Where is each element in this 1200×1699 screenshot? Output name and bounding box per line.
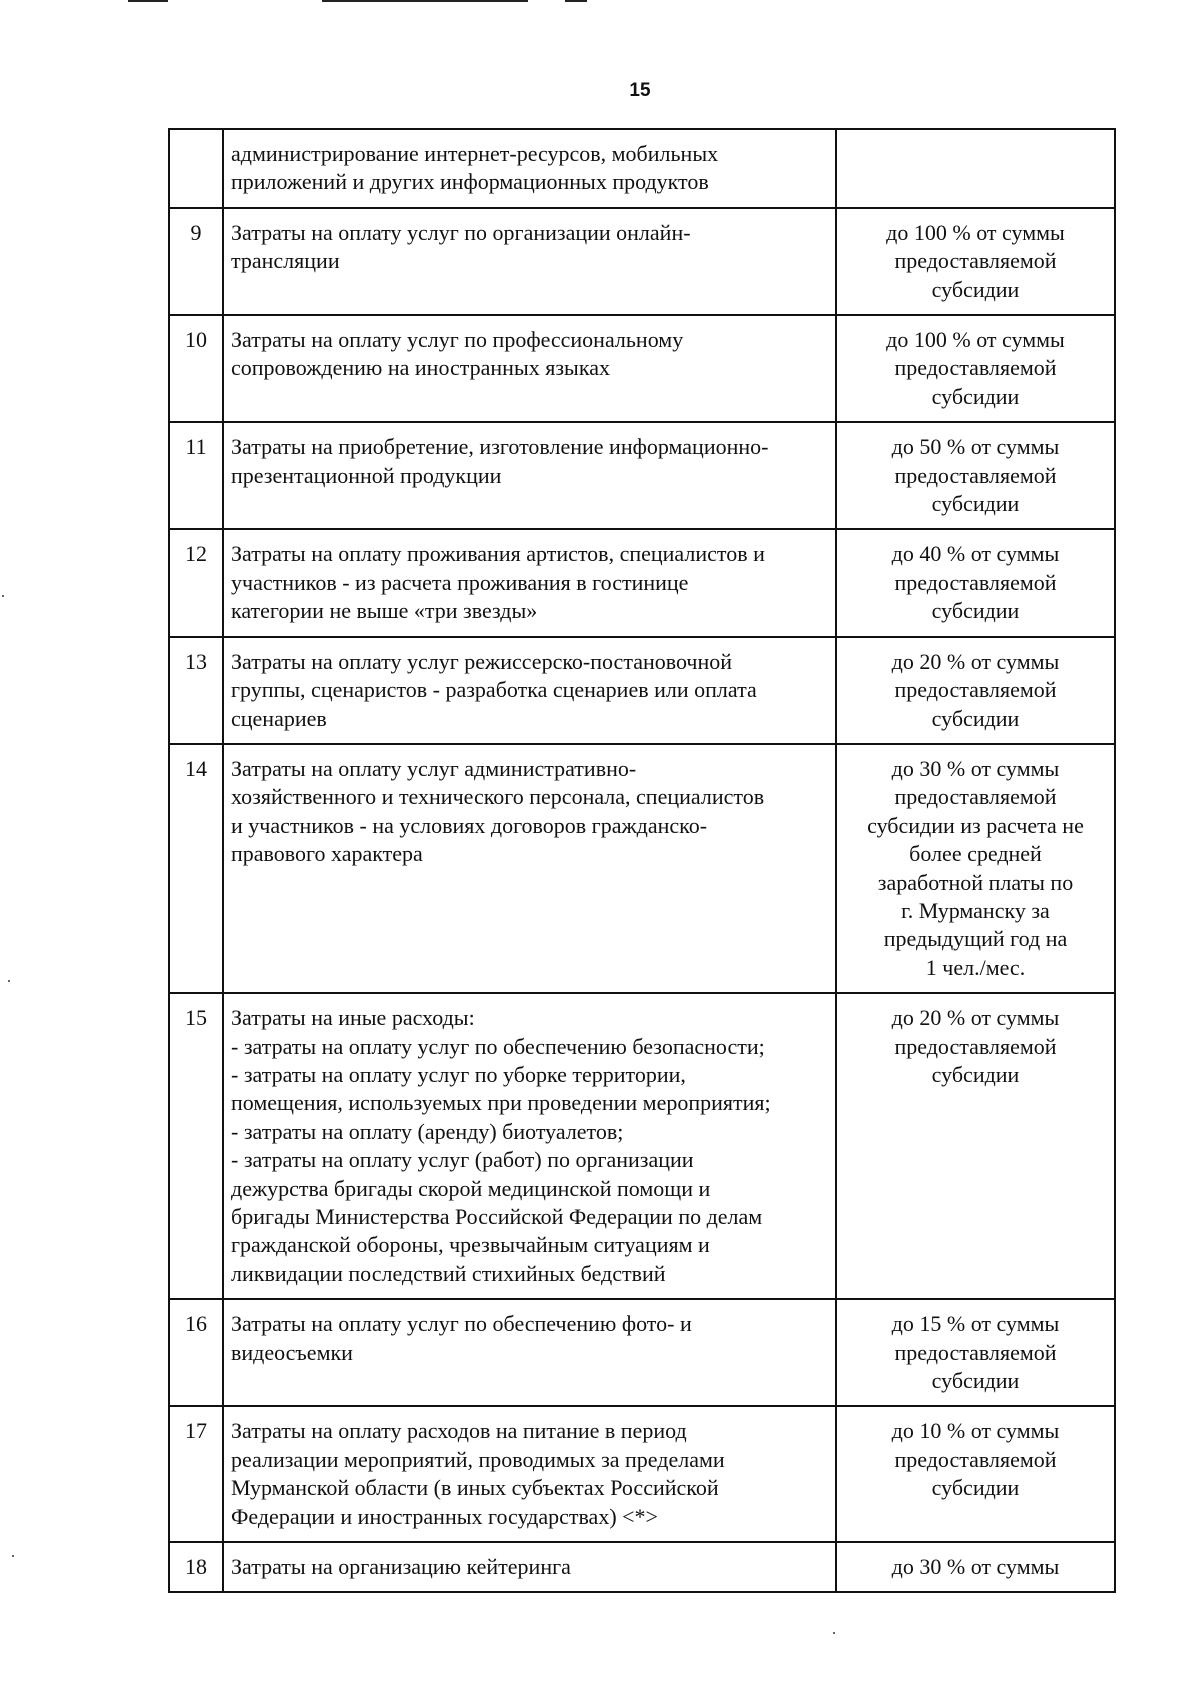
expense-description: Затраты на оплату услуг по обеспечению фото- и видеосъемки — [223, 1299, 836, 1406]
row-number: 15 — [169, 993, 223, 1299]
scan-mark — [128, 0, 168, 2]
table-row — [169, 208, 1115, 315]
table-row — [169, 1299, 1115, 1406]
subsidy-share: до 100 % от суммы предоставляемой субсидии — [836, 208, 1115, 315]
expense-description: Затраты на иные расходы: - затраты на оплату услуг по обеспечению безопасности; - затраты на оплату услуг по уборке территории, помещения, используемых при проведении мероприятия; - затраты на оплату (аренду) биотуалетов; - затраты на оплату услуг (работ) по организации дежурства бригады скорой медицинской помощи и бригады Министерства Российской Федерации по делам гражданской обороны, чрезвычайным ситуациям и ликвидации последствий стихийных бедствий — [223, 993, 836, 1299]
subsidy-share: до 20 % от суммы предоставляемой субсидии — [836, 993, 1115, 1299]
expense-table — [168, 128, 1116, 1593]
table-row — [169, 637, 1115, 744]
subsidy-share: до 30 % от суммы предоставляемой субсидии из расчета не более средней заработной платы по г. Мурманску за предыдущий год на 1 чел./мес. — [836, 744, 1115, 993]
expense-description: Затраты на оплату услуг по организации онлайн- трансляции — [223, 208, 836, 315]
page-number: 15 — [629, 80, 651, 101]
scan-speck — [2, 595, 4, 597]
expense-description: Затраты на оплату услуг административно- хозяйственного и технического персонала, специалистов и участников - на условиях договоров гражданско- правового характера — [223, 744, 836, 993]
scan-mark — [322, 0, 528, 2]
subsidy-share — [836, 129, 1115, 208]
expense-description: Затраты на оплату услуг режиссерско-постановочной группы, сценаристов - разработка сценариев или оплата сценариев — [223, 637, 836, 744]
scan-speck — [833, 1632, 835, 1634]
row-number: 9 — [169, 208, 223, 315]
row-number: 12 — [169, 529, 223, 636]
expense-description: Затраты на приобретение, изготовление информационно- презентационной продукции — [223, 422, 836, 529]
row-number: 18 — [169, 1542, 223, 1592]
expense-description: Затраты на оплату проживания артистов, специалистов и участников - из расчета проживания в гостинице категории не выше «три звезды» — [223, 529, 836, 636]
table-row — [169, 315, 1115, 422]
subsidy-share: до 15 % от суммы предоставляемой субсидии — [836, 1299, 1115, 1406]
expense-description: Затраты на организацию кейтеринга — [223, 1542, 836, 1592]
scan-speck — [12, 1555, 14, 1557]
table-row — [169, 129, 1115, 208]
subsidy-share: до 20 % от суммы предоставляемой субсидии — [836, 637, 1115, 744]
scan-speck — [8, 980, 10, 982]
subsidy-share: до 50 % от суммы предоставляемой субсидии — [836, 422, 1115, 529]
scan-mark — [565, 0, 587, 2]
subsidy-share: до 30 % от суммы — [836, 1542, 1115, 1592]
scan-edge-marks — [0, 0, 1200, 12]
table-row — [169, 422, 1115, 529]
table-row — [169, 1406, 1115, 1542]
row-number: 10 — [169, 315, 223, 422]
expense-table-body — [169, 129, 1115, 1592]
row-number: 17 — [169, 1406, 223, 1542]
row-number: 16 — [169, 1299, 223, 1406]
subsidy-share: до 40 % от суммы предоставляемой субсидии — [836, 529, 1115, 636]
table-row — [169, 744, 1115, 993]
row-number: 11 — [169, 422, 223, 529]
row-number — [169, 129, 223, 208]
expense-description: Затраты на оплату услуг по профессиональному сопровождению на иностранных языках — [223, 315, 836, 422]
expense-description: Затраты на оплату расходов на питание в период реализации мероприятий, проводимых за пределами Мурманской области (в иных субъектах Российской Федерации и иностранных государствах) <*> — [223, 1406, 836, 1542]
subsidy-share: до 100 % от суммы предоставляемой субсидии — [836, 315, 1115, 422]
row-number: 14 — [169, 744, 223, 993]
table-row — [169, 529, 1115, 636]
table-row — [169, 993, 1115, 1299]
subsidy-share: до 10 % от суммы предоставляемой субсидии — [836, 1406, 1115, 1542]
table-row — [169, 1542, 1115, 1592]
row-number: 13 — [169, 637, 223, 744]
expense-description: администрирование интернет-ресурсов, мобильных приложений и других информационных продуктов — [223, 129, 836, 208]
